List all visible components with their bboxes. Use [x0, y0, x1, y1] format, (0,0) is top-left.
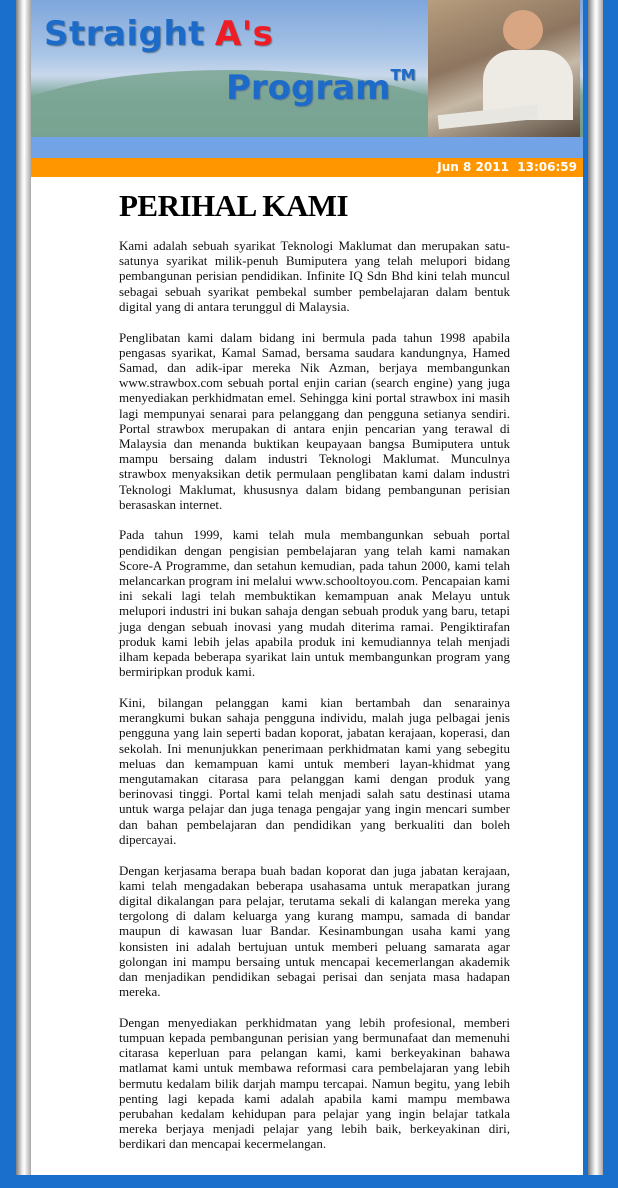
paragraph: Penglibatan kami dalam bidang ini bermula pada tahun 1998 apabila pengasas syarikat, Kamal Samad, bersama saudara kandungnya, Hamed Samad, dan adik-ipar mereka Nik Azman, berjaya membangunkan www.strawbox.com sebuah portal enjin carian (search engine) yang juga menyediakan perkhidmatan emel. Sehingga kini portal strawbox ini masih lagi mempunyai senarai para pelanggang dan pengguna setianya sendiri. Portal strawbox merupakan di antara enjin pencarian yang terawal di Malaysia dan menanda buktikan keupayaan bangsa Bumiputera untuk mampu bersaing dalam industri Teknologi Maklumat. Munculnya strawbox menyaksikan detik permulaan penglibatan kami dalam industri Teknologi Maklumat, khususnya dalam bidang pembangunan perisian berasaskan internet.	[119, 329, 510, 512]
page-title: PERIHAL KAMI	[119, 188, 349, 223]
logo-line-2	[226, 68, 416, 108]
datetime-text: Jun 8 2011 13:06:59	[437, 160, 577, 174]
nav-band	[31, 137, 583, 158]
logo-word-as: A's	[214, 14, 274, 54]
logo-word-straight: Straight	[44, 14, 205, 54]
header-banner	[31, 0, 583, 137]
paragraph: Kami adalah sebuah syarikat Teknologi Maklumat dan merupakan satu-satunya syarikat milik-penuh Bumiputera yang telah melupori bidang pembangunan perisian pendidikan. Infinite IQ Sdn Bhd kini telah muncul sebagai sebuah syarikat pembekal sumber pembelajaran dalam bentuk digital yang di antara terunggul di Malaysia.	[119, 238, 510, 314]
right-frame-border	[588, 0, 603, 1175]
logo-line-1	[44, 14, 273, 54]
students-photo	[428, 0, 580, 137]
paragraph: Kini, bilangan pelanggan kami kian bertambah dan senarainya merangkumi bukan sahaja pengguna individu, malah juga pelbagai jenis pengguna yang lain seperti badan koporat, jabatan kerajaan, koperasi, dan sekolah. Ini menunjukkan penerimaan perkhidmatan kami yang sebegitu meluas dan kemampuan kami untuk memberi layan-khidmat yang mengutamakan citarasa para pelanggan kami dengan produk yang berinovasi tinggi. Portal kami telah menjadi salah satu destinasi utama untuk warga pelajar dan juga tenaga pengajar yang ingin mencari sumber dan bahan pembelajaran dan pendidikan yang berkualiti dan boleh dipercayai.	[119, 694, 510, 847]
date-bar	[31, 158, 583, 177]
logo-word-program: Program	[226, 68, 391, 108]
trademark-symbol: TM	[390, 66, 416, 84]
paragraph: Dengan menyediakan perkhidmatan yang lebih profesional, memberi tumpuan kepada pembangunan perisian yang bermunafaat dan memenuhi citarasa keperluan para pelangan kami, kami berkeyakinan bahawa matlamat kami untuk membawa reformasi cara pembelajaran yang lebih bermutu kedalam bilik darjah mampu tercapai. Namun begitu, yang lebih penting lagi kepada kami adalah apabila kami mampu membawa perubahan kedalam kehidupan para pelajar yang ingin belajar tatkala mereka berjaya menjadi pelajar yang lebih baik, berkeyakinan diri, berdikari dan mencapai kecermelangan.	[119, 1014, 510, 1152]
left-frame-border	[16, 0, 31, 1175]
paragraph: Dengan kerjasama berapa buah badan koporat dan juga jabatan kerajaan, kami telah mengadakan beberapa usahasama untuk merapatkan jurang digital dikalangan para pelajar, terutama sekali di kalangan mereka yang tergolong di dalam keluarga yang kurang mampu, samada di bandar maupun di kawasan luar Bandar. Kesinambungan usaha kami yang konsisten ini adalah bertujuan untuk memberi peluang samarata agar golongan ini mampu bersaing untuk mencapai kecemerlangan akademik dan menjadikan pendidikan sebagai perisai dan senjata masa hadapan mereka.	[119, 862, 510, 1000]
about-content	[119, 238, 510, 1167]
paragraph: Pada tahun 1999, kami telah mula membangunkan sebuah portal pendidikan dengan pengisian pembelajaran yang telah kami namakan Score-A Programme, dan setahun kemudian, pada tahun 2000, kami telah melancarkan program ini melalui www.schooltoyou.com. Pencapaian kami ini sekali lagi telah membuktikan kemampuan anak Melayu untuk melupori industri ini bukan sahaja dengan sebuah produk yang baru, tetapi juga dengan sebuah inovasi yang mudah diterima ramai. Pengiktirafan produk kami lebih jelas apabila produk ini kemudiannya telah menjadi ilham kepada beberapa syarikat lain untuk membangunkan program yang bermiripkan produk kami.	[119, 527, 510, 680]
photo-figure-head	[503, 10, 543, 50]
page-container	[31, 0, 583, 1175]
